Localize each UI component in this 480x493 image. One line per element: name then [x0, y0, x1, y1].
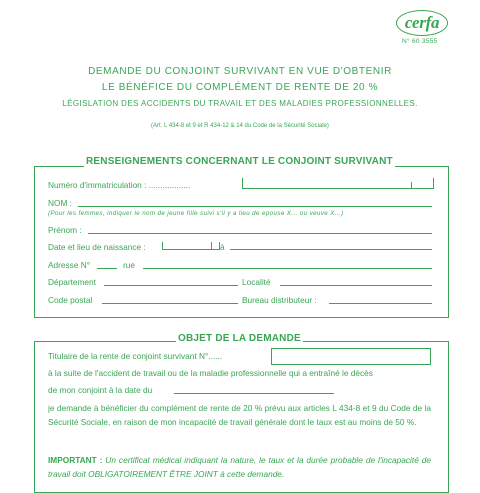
bureau-field[interactable] [329, 303, 432, 304]
date-deces-label: de mon conjoint à la date du [48, 385, 153, 395]
naissance-label: Date et lieu de naissance : [48, 242, 146, 252]
title-line-1: DEMANDE DU CONJOINT SURVIVANT EN VUE D'OBTENIR [88, 66, 392, 77]
bureau-label: Bureau distributeur : [242, 295, 317, 305]
titulaire-label: Titulaire de la rente de conjoint survivant N°...... [48, 351, 223, 361]
code-postal-field[interactable] [102, 303, 238, 304]
localite-field[interactable] [280, 285, 432, 286]
title-line-3: LÉGISLATION DES ACCIDENTS DU TRAVAIL ET DES MALADIES PROFESSIONNELLES. [62, 99, 418, 108]
naissance-date-field[interactable] [162, 242, 220, 250]
nom-label: NOM : [48, 198, 72, 208]
section-1-title: RENSEIGNEMENTS CONCERNANT LE CONJOINT SURVIVANT [86, 156, 393, 167]
localite-label: Localité [242, 277, 271, 287]
prenom-label: Prénom : [48, 225, 82, 235]
section-2-title: OBJET DE LA DEMANDE [178, 333, 301, 344]
cerfa-logo [396, 10, 448, 36]
prenom-field[interactable] [88, 233, 432, 234]
rente-numero-field[interactable] [271, 348, 431, 365]
rue-field[interactable] [143, 268, 432, 269]
important-label: IMPORTANT : [48, 455, 103, 465]
suite-text: à la suite de l'accident de travail ou de la maladie professionnelle qui a entraîné le décès [48, 368, 373, 378]
immatriculation-label: Numéro d'immatriculation : .................. [48, 180, 191, 190]
adresse-numero-field[interactable] [97, 268, 117, 269]
title-line-2: LE BÉNÉFICE DU COMPLÉMENT DE RENTE DE 20 % [101, 82, 379, 93]
rue-label: rue [123, 260, 135, 270]
date-divider [211, 242, 212, 249]
important-text: Un certificat médical indiquant la nature, le taux et la durée probable de l'incapacité de travail doit OBLIGATOIREMENT ÊTRE JOINT à cette demande. [48, 455, 431, 479]
adresse-label: Adresse N° [48, 260, 91, 270]
cerfa-logo-text: cerfa [404, 13, 440, 32]
important-notice [48, 453, 431, 481]
form-number: N° 60 3555 [402, 38, 438, 45]
date-deces-field[interactable] [174, 393, 334, 394]
demande-text: je demande à bénéficier du complément de rente de 20 % prévu aux articles L 434-8 et 9 du Code de la Sécurité Sociale, en raison de mon incapacité de travail générale dont le taux est au moins de 50 %. [48, 403, 431, 427]
immatriculation-field[interactable] [242, 178, 434, 189]
immatriculation-key-divider [411, 182, 412, 188]
departement-field[interactable] [104, 285, 238, 286]
nom-field[interactable] [78, 206, 432, 207]
code-postal-label: Code postal [48, 295, 93, 305]
naissance-lieu-field[interactable] [230, 249, 432, 250]
nom-hint: (Pour les femmes, indiquer le nom de jeune fille suivi s'il y a lieu de epouse X... ou veuve X...) [48, 210, 344, 217]
departement-label: Département [48, 277, 96, 287]
legal-reference: (Art. L 434-8 et 9 et R 434-12 & 14 du Code de la Sécurité Sociale) [151, 123, 329, 129]
naissance-a-label: à [220, 242, 225, 252]
